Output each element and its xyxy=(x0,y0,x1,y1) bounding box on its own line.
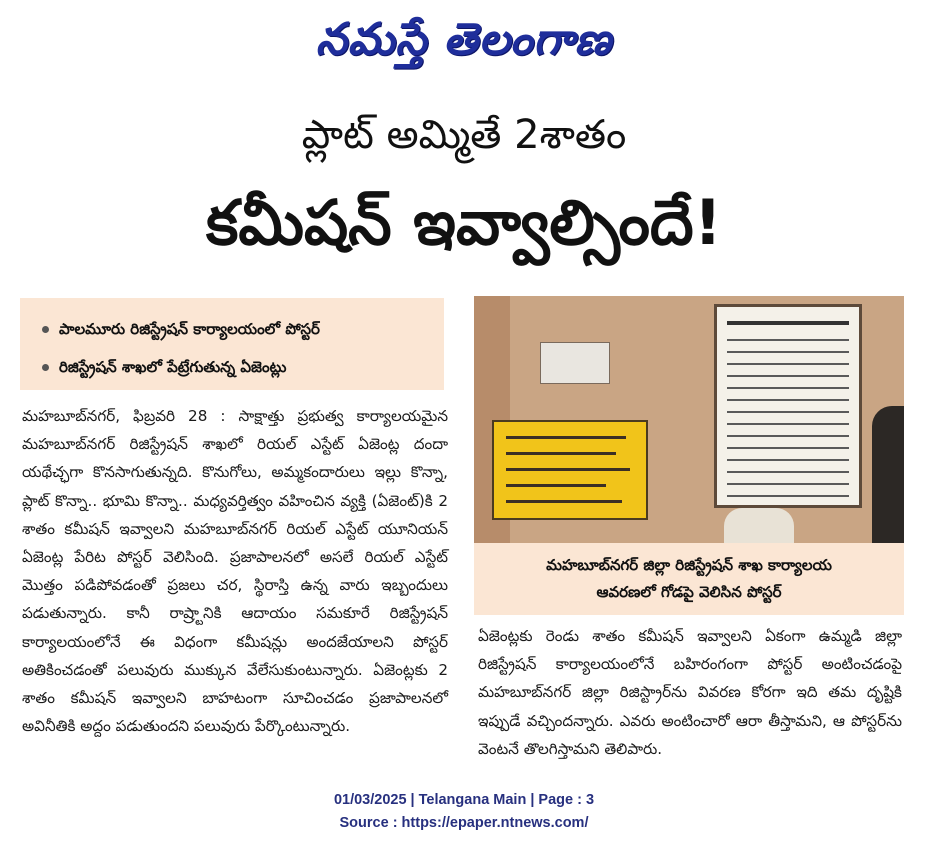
masthead-logo: నమస్తే తెలంగాణ xyxy=(315,14,613,65)
news-photo xyxy=(474,296,904,543)
photo-caption xyxy=(474,543,904,615)
highlight-item xyxy=(42,348,434,386)
poster-image xyxy=(714,304,862,508)
highlight-item xyxy=(42,310,434,348)
caption-line-2: ఆవరణలో గోడపై వెలిసిన పోస్టర్ xyxy=(596,583,782,601)
bullet-icon xyxy=(42,364,49,371)
small-notice-image xyxy=(540,342,610,384)
headline-line-1: ప్లాట్ అమ్మితే 2శాతం xyxy=(301,112,627,158)
highlights-box xyxy=(20,298,444,390)
caption-line-1: మహబూబ్‌నగర్ జిల్లా రిజిస్ట్రేషన్ శాఖ కార్యాలయ xyxy=(546,556,832,574)
yellow-banner-image xyxy=(492,420,648,520)
chair-image xyxy=(724,508,794,543)
article-column-right: ఏజెంట్లకు రెండు శాతం కమీషన్ ఇవ్వాలని ఏకంగా ఉమ్మడి జిల్లా రిజిస్ట్రేషన్ కార్యాలయంలోనే బహిరంగంగా పోస్టర్ అంటించడంపై మహబూబ్‌నగర్ జిల్లా రిజిస్ట్రార్‌ను వివరణ కోరగా ఇది తమ దృష్టికి ఇప్పుడే వచ్చిందన్నారు. ఎవరు అంటించారో ఆరా తీస్తామని, ఆ పోస్టర్‌ను వెంటనే తొలగిస్తామని తెలిపారు. xyxy=(478,627,902,758)
article-column-left: మహబూబ్‌నగర్, ఫిబ్రవరి 28 : సాక్షాత్తు ప్రభుత్వ కార్యాలయమైన మహబూబ్‌నగర్ రిజిస్ట్రేషన్ శాఖలో రియల్ ఎస్టేట్ ఏజెంట్ల దందా యథేచ్ఛగా కొనసాగుతున్నది. కొనుగోలు, అమ్మకందారులు ఇల్లు కొన్నా, ప్లాట్ కొన్నా.. భూమి కొన్నా.. మధ్యవర్తిత్వం వహించిన వ్యక్తి (ఏజెంట్)కి 2 శాతం కమీషన్ ఇవ్వాలని మహబూబ్‌నగర్ రియల్ ఎస్టేట్ యూనియన్ ఏజెంట్ల పేరిట పోస్టర్ వెలిసింది. ప్రజాపాలనలో అసలే రియల్ ఎస్టేట్ మొత్తం పడిపోవడంతో ప్రజలు చర, స్థిరాస్తి ఉన్న వారు ఇబ్బందులు పడుతున్నారు. కానీ రాష్ర్టానికి ఆదాయం సమకూరే రిజిస్ట్రేషన్ కార్యాలయంలోనే ఈ విధంగా కమీషన్లు అందజేయాలని పోస్టర్ అతికించడంతో పలువురు ముక్కున వేలేసుకుంటున్నారు. ఏజెంట్లకు 2 శాతం కమీషన్ ఇవ్వాలని బాహటంగా సూచించడం ప్రజాపాలనలో అవినీతికి అద్దం పడుతుందని పలువురు పేర్కొంటున్నారు. xyxy=(22,407,448,736)
person-image xyxy=(872,406,904,543)
highlight-text: పాలమూరు రిజిస్ట్రేషన్ కార్యాలయంలో పోస్టర్ xyxy=(59,320,320,338)
headline-line-2: కమీషన్ ఇవ్వాల్సిందే! xyxy=(206,186,722,259)
highlight-text: రిజిస్ట్రేషన్ శాఖలో పేట్రేగుతున్న ఏజెంట్లు xyxy=(59,358,287,376)
edition-info: 01/03/2025 | Telangana Main | Page : 3 xyxy=(333,792,595,808)
source-link[interactable]: Source : https://epaper.ntnews.com/ xyxy=(339,815,589,831)
bullet-icon xyxy=(42,326,49,333)
